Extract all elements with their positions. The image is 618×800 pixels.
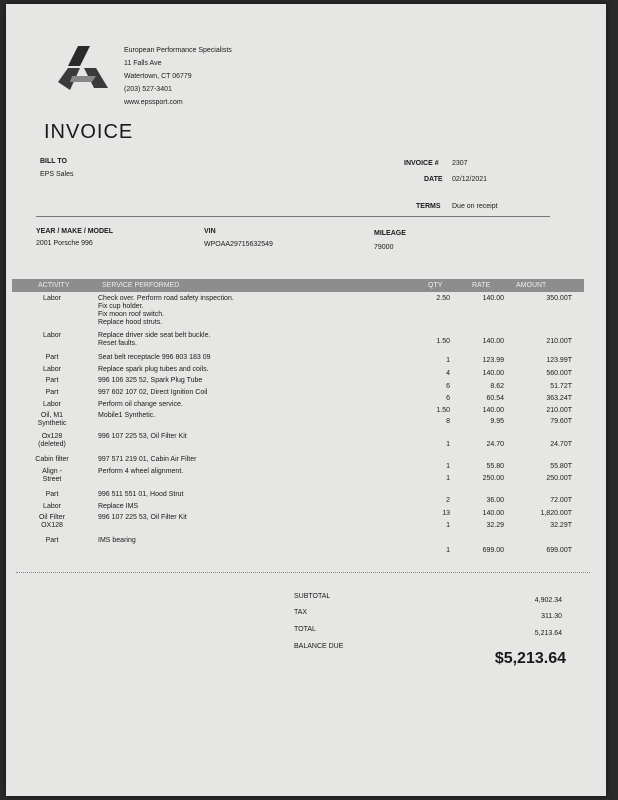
- vin-label: VIN: [204, 228, 216, 235]
- row-service: 997 602 107 02, Direct Ignition Coil: [98, 389, 208, 396]
- row-service: Perform oil change service.: [98, 401, 183, 408]
- column-amount: AMOUNT: [516, 282, 547, 289]
- row-rate: 32.29: [486, 522, 504, 529]
- row-service: Check over. Perform road safety inspection. Fix cup holder. Fix moon roof switch. Replace hood struts.: [98, 295, 234, 326]
- row-activity: Part: [45, 377, 59, 384]
- row-rate: 8.62: [490, 383, 504, 390]
- row-rate: 140.00: [482, 370, 504, 377]
- row-activity: Part: [45, 491, 59, 498]
- row-qty: 1: [446, 357, 450, 364]
- row-activity: Ox128 (deleted): [38, 433, 66, 448]
- row-amount: 51.72T: [550, 383, 572, 390]
- row-qty: 1.50: [436, 338, 450, 345]
- row-amount: 79.60T: [550, 418, 572, 425]
- row-amount: 363.24T: [546, 395, 572, 402]
- row-rate: 140.00: [482, 510, 504, 517]
- invoice-number-label: INVOICE #: [404, 160, 439, 167]
- row-rate: 140.00: [482, 295, 504, 302]
- row-activity: Labor: [43, 503, 61, 510]
- row-service: 996 511 551 01, Hood Strut: [98, 491, 184, 498]
- bill-to-label: BILL TO: [40, 158, 67, 165]
- row-service: Replace IMS: [98, 503, 139, 510]
- company-website: www.epssport.com: [124, 99, 183, 106]
- invoice-page: [6, 4, 606, 796]
- row-qty: 6: [446, 395, 450, 402]
- row-rate: 9.95: [490, 418, 504, 425]
- row-amount: 1,820.00T: [540, 510, 572, 517]
- row-amount: 72.00T: [550, 497, 572, 504]
- header-divider: [36, 216, 550, 217]
- terms-value: Due on receipt: [452, 203, 498, 210]
- date-label: DATE: [424, 176, 443, 183]
- row-qty: 1: [446, 475, 450, 482]
- row-activity: Labor: [43, 295, 61, 302]
- row-activity: Labor: [43, 401, 61, 408]
- row-qty: 1: [446, 522, 450, 529]
- company-name: European Performance Specialists: [124, 47, 232, 54]
- row-qty: 6: [446, 383, 450, 390]
- row-rate: 123.99: [482, 357, 504, 364]
- column-service: SERVICE PERFORMED: [102, 282, 180, 289]
- vehicle-label: YEAR / MAKE / MODEL: [36, 228, 114, 235]
- row-activity: Oil Filter OX128: [38, 514, 66, 529]
- vehicle-value: 2001 Porsche 996: [36, 240, 93, 247]
- row-rate: 250.00: [482, 475, 504, 482]
- row-qty: 1: [446, 441, 450, 448]
- tax-label: TAX: [294, 609, 308, 616]
- row-activity: Part: [45, 389, 59, 396]
- column-rate: RATE: [472, 282, 491, 289]
- table-header: [12, 279, 584, 292]
- row-qty: 1: [446, 547, 450, 554]
- row-rate: 699.00: [482, 547, 504, 554]
- row-activity: Part: [45, 537, 59, 544]
- row-amount: 24.70T: [550, 441, 572, 448]
- row-qty: 1.50: [436, 407, 450, 414]
- row-qty: 8: [446, 418, 450, 425]
- company-logo-icon: [50, 44, 114, 92]
- row-service: 996 106 325 52, Spark Plug Tube: [98, 377, 203, 384]
- totals-divider: [16, 572, 590, 573]
- mileage-label: MILEAGE: [374, 230, 406, 237]
- row-amount: 32.29T: [550, 522, 572, 529]
- row-service: 997 571 219 01, Cabin Air Filter: [98, 456, 197, 463]
- row-amount: 350.00T: [546, 295, 572, 302]
- row-activity: Labor: [43, 332, 61, 339]
- row-activity: Cabin filter: [35, 456, 69, 463]
- total-value: 5,213.64: [534, 630, 562, 637]
- row-service: 996 107 225 53, Oil Filter Kit: [98, 433, 187, 440]
- row-service: Perform 4 wheel alignment.: [98, 468, 184, 475]
- date-value: 02/12/2021: [452, 176, 488, 183]
- total-label: TOTAL: [294, 626, 316, 633]
- company-street: 11 Falls Ave: [124, 60, 162, 67]
- page-title: INVOICE: [44, 121, 134, 143]
- row-qty: 2: [446, 497, 450, 504]
- row-amount: 250.00T: [546, 475, 572, 482]
- company-city: Watertown, CT 06779: [124, 73, 192, 80]
- row-service: 996 107 225 53, Oil Filter Kit: [98, 514, 187, 521]
- row-rate: 140.00: [482, 407, 504, 414]
- row-activity: Align - Street: [42, 468, 62, 483]
- tax-value: 311.30: [541, 613, 562, 620]
- row-activity: Oil, M1 Synthetic: [37, 412, 67, 427]
- subtotal-label: SUBTOTAL: [294, 593, 331, 600]
- column-activity: ACTIVITY: [38, 282, 70, 289]
- row-amount: 210.00T: [546, 338, 572, 345]
- row-qty: 4: [446, 370, 450, 377]
- row-qty: 13: [442, 510, 450, 517]
- row-rate: 24.70: [486, 441, 504, 448]
- balance-due-value: $5,213.64: [494, 650, 566, 667]
- row-qty: 2.50: [436, 295, 450, 302]
- row-rate: 140.00: [482, 338, 504, 345]
- row-service: IMS bearing: [98, 537, 136, 544]
- row-rate: 55.80: [486, 463, 504, 470]
- row-amount: 55.80T: [550, 463, 572, 470]
- row-activity: Part: [45, 354, 59, 361]
- column-qty: QTY: [428, 282, 443, 289]
- balance-due-label: BALANCE DUE: [294, 643, 344, 650]
- vin-value: WPOAA29715632549: [204, 241, 273, 248]
- row-amount: 560.00T: [546, 370, 572, 377]
- company-phone: (203) 527-3401: [124, 86, 172, 93]
- row-service: Replace spark plug tubes and coils.: [98, 366, 209, 373]
- row-qty: 1: [446, 463, 450, 470]
- mileage-value: 79000: [374, 244, 394, 251]
- row-service: Mobile1 Synthetic.: [98, 412, 156, 419]
- bill-to-value: EPS Sales: [40, 171, 74, 178]
- company-info: [124, 44, 232, 109]
- terms-label: TERMS: [416, 203, 441, 210]
- row-rate: 60.54: [486, 395, 504, 402]
- row-amount: 123.99T: [546, 357, 572, 364]
- subtotal-value: 4,902.34: [534, 597, 562, 604]
- row-activity: Labor: [43, 366, 61, 373]
- row-rate: 36.00: [486, 497, 504, 504]
- row-service: Seat belt receptacle 996 803 183 09: [98, 354, 211, 361]
- row-amount: 210.00T: [546, 407, 572, 414]
- row-amount: 699.00T: [546, 547, 572, 554]
- row-service: Replace driver side seat belt buckle. Reset faults.: [98, 332, 211, 347]
- invoice-number-value: 2307: [452, 160, 468, 167]
